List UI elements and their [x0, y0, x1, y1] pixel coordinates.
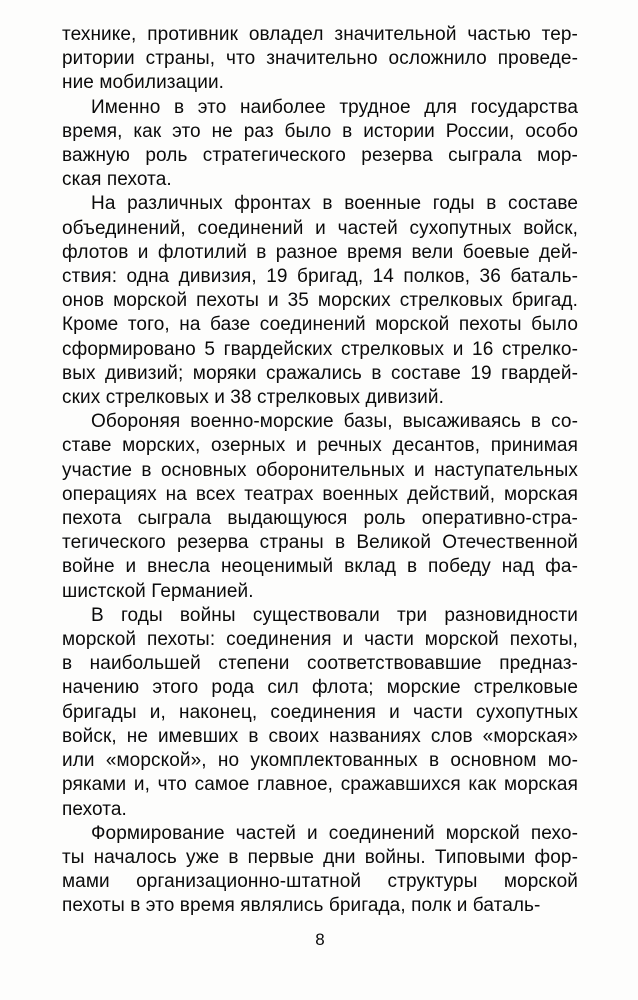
paragraph: [62, 192, 578, 410]
text-block: [62, 23, 578, 919]
text-line: вых дивизий; моряки сражались в составе 19 гвардей-: [62, 362, 578, 384]
text-line: начению этого рода сил флота; морские стрелковые: [62, 677, 578, 699]
text-line: операциях на всех театрах военных действий, морская: [62, 483, 578, 505]
paragraph: [62, 604, 578, 822]
text-line: бригады и, наконец, соединения и части сухопутных: [62, 701, 578, 723]
text-line: ты началось уже в первые дни войны. Типовыми фор-: [62, 846, 578, 868]
text-line: флотов и флотилий в разное время вели боевые дей-: [62, 241, 578, 263]
text-line: тегического резерва страны в Великой Отечественной: [62, 532, 578, 554]
text-line: технике, противник овладел значительной частью тер-: [62, 24, 578, 45]
text-line: пехота.: [62, 798, 127, 820]
text-line: Обороняя военно-морские базы, высаживаясь в со-: [91, 411, 578, 433]
text-line: войне и внесла неоценимый вклад в победу над фа-: [62, 556, 578, 578]
text-line: в наибольшей степени соответствовавшие предназ-: [62, 653, 578, 675]
text-line: Кроме того, на базе соединений морской пехоты было: [62, 314, 578, 336]
text-line: ставе морских, озерных и речных десантов, принимая: [62, 435, 578, 457]
paragraph: [62, 410, 578, 604]
page-number: 8: [315, 930, 325, 949]
text-line: сформировано 5 гвардейских стрелковых и 16 стрелко-: [62, 338, 578, 360]
text-line: Формирование частей и соединений морской пехо-: [91, 822, 578, 844]
text-line: участие в основных оборонительных и наступательных: [62, 459, 578, 481]
text-line: ствия: одна дивизия, 19 бригад, 14 полков, 36 баталь-: [62, 266, 578, 288]
paragraph: [62, 96, 578, 193]
text-line: В годы войны существовали три разновидности: [91, 604, 578, 626]
text-line: пехоты в это время являлись бригада, полк и баталь-: [62, 895, 541, 917]
text-line: войск, не имевших в своих названиях слов «морская»: [62, 725, 578, 747]
text-line: ние мобилизации.: [62, 72, 225, 94]
text-line: ритории страны, что значительно осложнило проведе-: [62, 48, 578, 70]
text-line: морской пехоты: соединения и части морской пехоты,: [62, 629, 578, 651]
text-line: время, как это не раз было в истории России, особо: [62, 120, 578, 142]
text-line: или «морской», но укомплектованных в основном мо-: [62, 750, 578, 772]
paragraph: [62, 23, 578, 96]
text-line: ряками и, что самое главное, сражавшихся как морская: [62, 774, 578, 796]
text-line: На различных фронтах в военные годы в составе: [91, 193, 578, 215]
paragraph: [62, 822, 578, 919]
text-line: ская пехота.: [62, 169, 172, 191]
text-line: мами организационно-штатной структуры морской: [62, 871, 578, 893]
text-line: онов морской пехоты и 35 морских стрелковых бригад.: [62, 290, 578, 312]
text-line: ских стрелковых и 38 стрелковых дивизий.: [62, 387, 444, 409]
text-line: Именно в это наиболее трудное для государства: [91, 96, 578, 118]
text-line: важную роль стратегического резерва сыграла мор-: [62, 145, 578, 167]
text-line: пехота сыграла выдающуюся роль оперативно-стра-: [62, 508, 578, 530]
text-line: шистской Германией.: [62, 580, 254, 602]
text-line: объединений, соединений и частей сухопутных войск,: [62, 217, 578, 239]
